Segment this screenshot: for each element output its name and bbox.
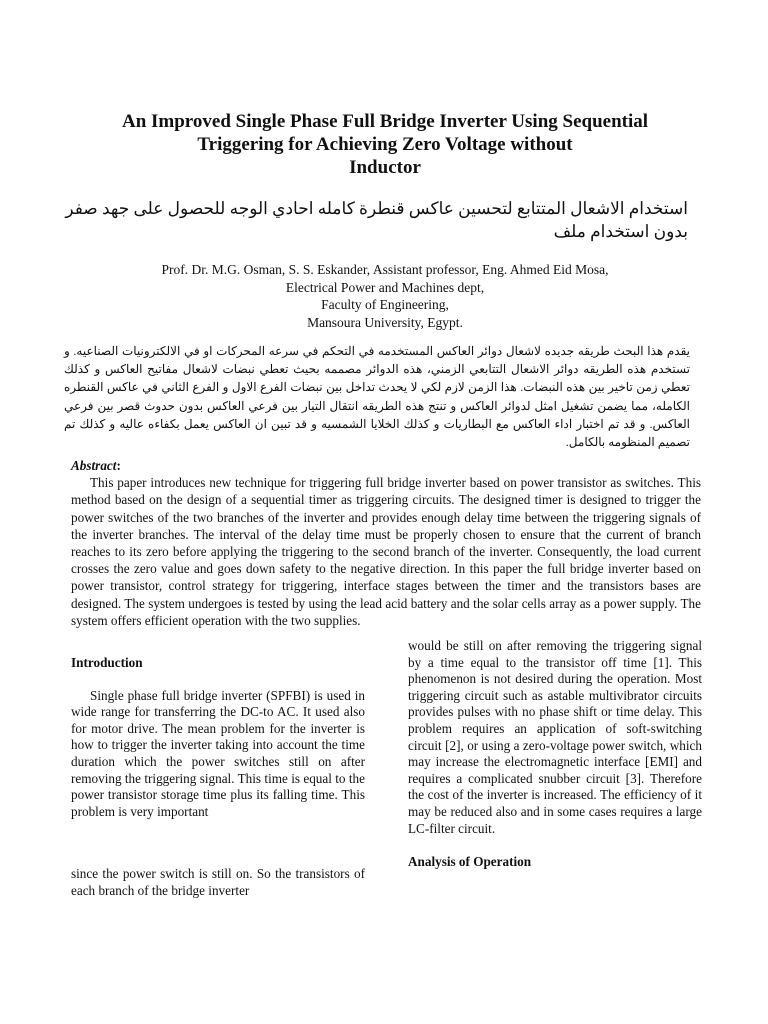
arabic-abstract: يقدم هذا البحث طريقه جديده لاشعال دوائر العاكس المستخدمه في التحكم في سرعه المحركات او في الالكترونيات الصناعيه. و تستخدم هذه الطريقه دوائر الاشعال التتابعي الزمني، هذه الدوائر مصممه بحيث تعطي نبضات لاشعال مفاتيح العاكس و كذلك تعطي زمن تاخير بين هذه النبضات. هذا الزمن لازم لكي لا يحدث تداخل بين نبضات الفرع الاول و الفرع الثاني في عاكس القنطره الكامله، مما يضمن تشغيل امثل لدوائر العاكس و تنتج هذه الطريقه انتقال التيار بين فرعي العاكس بدون حدوث قصر بين فرعي العاكس. و قد تم اختبار اداء العاكس مع البطاريات و كذلك الخلايا الشمسيه و قد تبين ان العاكس يعمل بكفاءه عاليه و كذلك تم تصميم المنظومه بالكامل. — [64, 344, 690, 450]
analysis-heading: Analysis of Operation — [408, 854, 532, 870]
right-column-paragraph: would be still on after removing the triggering signal by a time equal to the transistor off time [1]. This phenomenon is not desired during the operation. Most triggering circuit such as astable multivibrator circuits provides pulses with no phase shift or time delay. This problem requires an application of soft-switching circuit [2], or using a zero-voltage power switch, which may increase the electromagnetic interface [EMI] and requires a complicated snubber circuit [3]. Therefore the cost of the inverter is increased. The efficiency of it may be reduced also and in some cases requires a large LC-filter circuit. — [408, 638, 702, 836]
introduction-paragraph-2: since the power switch is still on. So the transistors of each branch of the bridge inverter — [71, 866, 365, 898]
author-department: Electrical Power and Machines dept, — [285, 279, 485, 295]
title-line-3: Inductor — [349, 157, 421, 178]
author-block — [60, 261, 710, 331]
paper-title — [70, 110, 700, 179]
introduction-paragraph-1: Single phase full bridge inverter (SPFBI) is used in wide range for transferring the DC-to AC. It used also for motor drive. The mean problem for the inverter is how to trigger the inverter taking into account the time duration which the power switches still on after removing the triggering signal. This time is equal to the power transistor storage time plus its falling time. This problem is very important — [71, 687, 365, 819]
left-column — [71, 655, 365, 820]
title-line-2: Triggering for Achieving Zero Voltage without — [197, 134, 573, 155]
abstract-body: This paper introduces new technique for triggering full bridge inverter based on power transistor as switches. This method based on the design of a sequential timer as triggering circuits. The designed timer is designed to trigger the power switches of the two branches of the inverter and provides enough delay time between the triggering signals of the inverter branches. The interval of the delay time must be properly chosen to ensure that the current of branch reaches to its zero before applying the triggering to the second branch of the inverter. Consequently, the load current crosses the zero value and goes down safety to the negative direction. In this paper the full bridge inverter based on power transistor, control strategy for triggering, interface stages between the timer and the transistors bases are designed. The system undergoes is tested by using the lead acid battery and the solar cells array as a power supply. The system offers efficient operation with the two supplies. — [71, 475, 701, 628]
abstract-heading: Abstract — [71, 458, 117, 473]
abstract-section — [71, 457, 701, 629]
right-column — [408, 638, 702, 871]
arabic-title: استخدام الاشعال المتتابع لتحسين عاكس قنطرة كامله احادي الوجه للحصول على جهد صفر بدون استخدام ملف — [65, 199, 688, 241]
left-column-continued — [71, 866, 365, 899]
author-names: Prof. Dr. M.G. Osman, S. S. Eskander, Assistant professor, Eng. Ahmed Eid Mosa, — [161, 262, 609, 277]
abstract-heading-colon: : — [116, 458, 121, 473]
author-university: Mansoura University, Egypt. — [307, 314, 463, 330]
introduction-heading: Introduction — [71, 655, 143, 670]
title-line-1: An Improved Single Phase Full Bridge Inverter Using Sequential — [121, 111, 649, 132]
author-faculty: Faculty of Engineering, — [321, 297, 449, 312]
